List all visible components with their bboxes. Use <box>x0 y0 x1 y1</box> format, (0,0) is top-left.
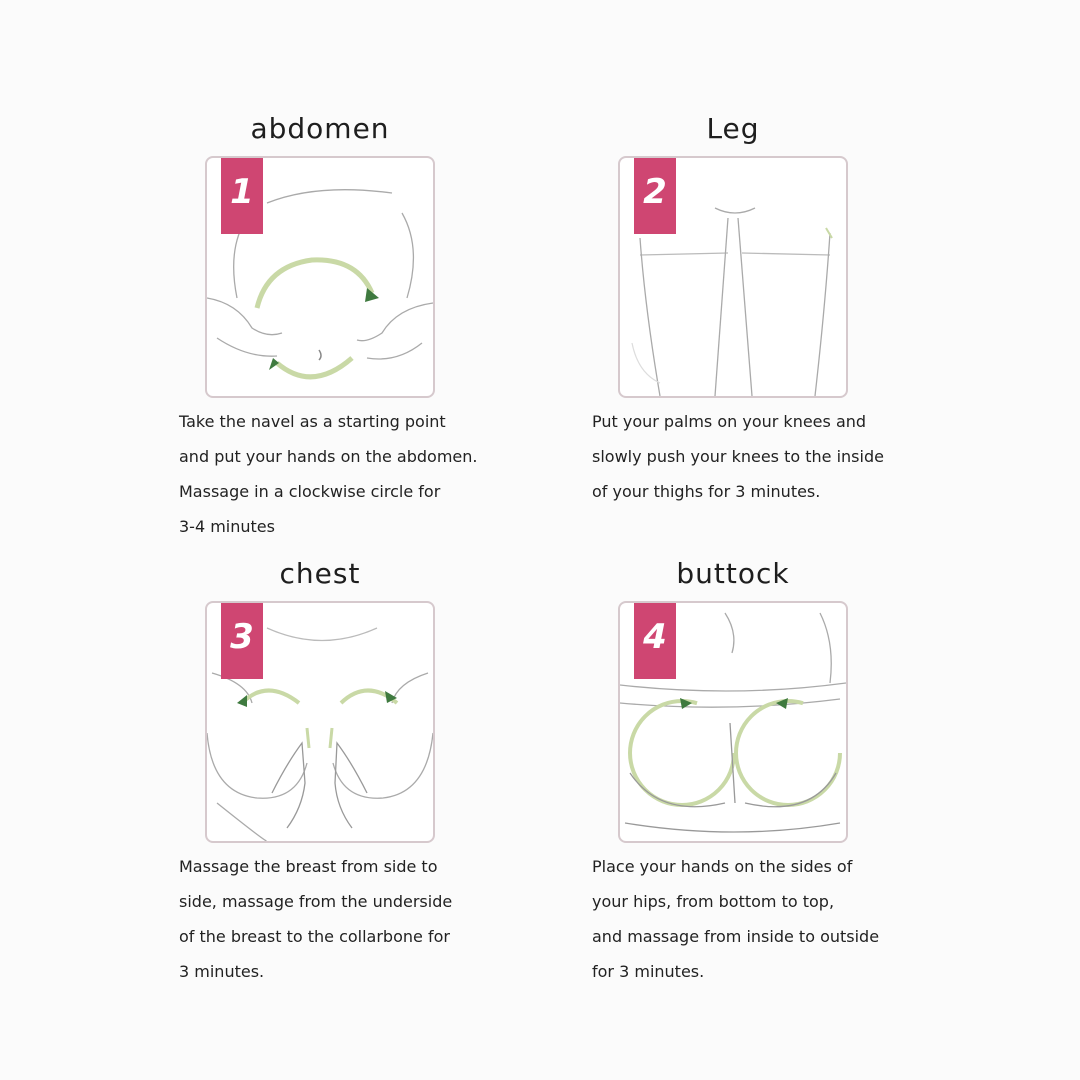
section-title: Leg <box>706 112 760 145</box>
illustration-panel <box>618 156 848 398</box>
section-title: abdomen <box>250 112 390 145</box>
illustration-panel <box>205 156 435 398</box>
step-badge: 4 <box>634 603 676 679</box>
step-badge: 2 <box>634 158 676 234</box>
step-badge: 1 <box>221 158 263 234</box>
illustration-panel <box>205 601 435 843</box>
instruction-text: Place your hands on the sides of your hips, from bottom to top, and massage from inside to outside for 3 minutes. <box>592 857 880 981</box>
section-title: buttock <box>676 557 790 590</box>
instruction-text: Massage the breast from side to side, massage from the underside of the breast to the collarbone for 3 minutes. <box>179 857 453 981</box>
instruction-text: Put your palms on your knees and slowly push your knees to the inside of your thighs for 3 minutes. <box>592 412 884 501</box>
section-title: chest <box>279 557 361 590</box>
instruction-text: Take the navel as a starting point and put your hands on the abdomen. Massage in a clockwise circle for 3-4 minutes <box>179 412 478 536</box>
illustration-panel <box>618 601 848 843</box>
step-badge: 3 <box>221 603 263 679</box>
